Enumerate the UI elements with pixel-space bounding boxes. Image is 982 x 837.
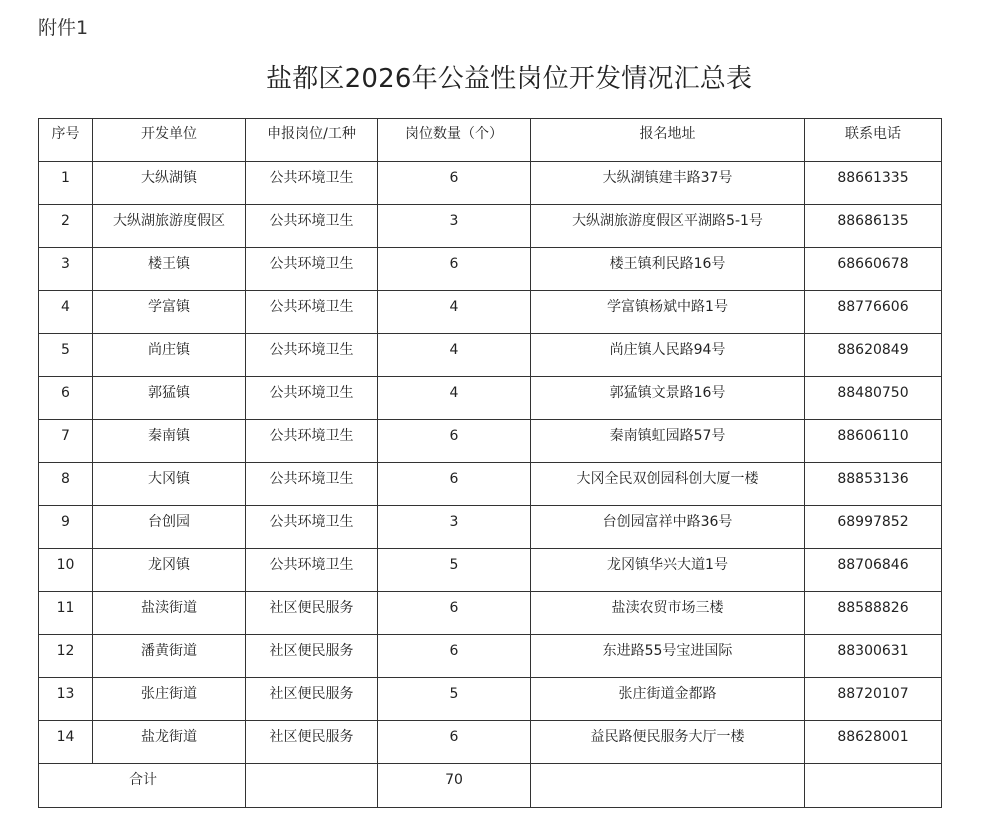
total-label: 合计: [39, 764, 246, 808]
row-index-cell: 3: [39, 248, 93, 291]
column-header-unit: 开发单位: [93, 119, 246, 162]
development-unit-cell: 大冈镇: [93, 463, 246, 506]
position-count-cell: 3: [378, 506, 531, 549]
registration-address-cell: 大纵湖镇建丰路37号: [531, 162, 805, 205]
position-count-cell: 3: [378, 205, 531, 248]
registration-address-cell: 尚庄镇人民路94号: [531, 334, 805, 377]
development-unit-cell: 龙冈镇: [93, 549, 246, 592]
development-unit-cell: 尚庄镇: [93, 334, 246, 377]
position-type-cell: 公共环境卫生: [246, 549, 378, 592]
development-unit-cell: 潘黄街道: [93, 635, 246, 678]
row-index-cell: 6: [39, 377, 93, 420]
contact-phone-cell: 68997852: [805, 506, 942, 549]
table-row: [39, 463, 942, 506]
position-type-cell: 社区便民服务: [246, 592, 378, 635]
registration-address-cell: 郭猛镇文景路16号: [531, 377, 805, 420]
development-unit-cell: 张庄街道: [93, 678, 246, 721]
position-count-cell: 6: [378, 721, 531, 764]
position-count-cell: 6: [378, 635, 531, 678]
registration-address-cell: 秦南镇虹园路57号: [531, 420, 805, 463]
registration-address-cell: 盐渎农贸市场三楼: [531, 592, 805, 635]
column-header-count: 岗位数量（个）: [378, 119, 531, 162]
total-position-cell: [246, 764, 378, 808]
contact-phone-cell: 88300631: [805, 635, 942, 678]
position-count-cell: 5: [378, 549, 531, 592]
table-row: [39, 162, 942, 205]
table-row: [39, 420, 942, 463]
row-index-cell: 10: [39, 549, 93, 592]
row-index-cell: 14: [39, 721, 93, 764]
position-type-cell: 公共环境卫生: [246, 162, 378, 205]
attachment-label: 附件1: [38, 17, 89, 39]
development-unit-cell: 大纵湖旅游度假区: [93, 205, 246, 248]
development-unit-cell: 楼王镇: [93, 248, 246, 291]
development-unit-cell: 郭猛镇: [93, 377, 246, 420]
position-type-cell: 公共环境卫生: [246, 205, 378, 248]
total-phone-cell: [805, 764, 942, 808]
total-address-cell: [531, 764, 805, 808]
table-header-row: [39, 119, 942, 162]
table-row: [39, 506, 942, 549]
contact-phone-cell: 68660678: [805, 248, 942, 291]
position-type-cell: 社区便民服务: [246, 721, 378, 764]
table-row: [39, 334, 942, 377]
registration-address-cell: 学富镇杨斌中路1号: [531, 291, 805, 334]
row-index-cell: 7: [39, 420, 93, 463]
position-type-cell: 公共环境卫生: [246, 334, 378, 377]
row-index-cell: 2: [39, 205, 93, 248]
row-index-cell: 11: [39, 592, 93, 635]
position-count-cell: 6: [378, 248, 531, 291]
row-index-cell: 8: [39, 463, 93, 506]
row-index-cell: 4: [39, 291, 93, 334]
contact-phone-cell: 88853136: [805, 463, 942, 506]
position-type-cell: 公共环境卫生: [246, 248, 378, 291]
position-type-cell: 公共环境卫生: [246, 506, 378, 549]
total-row: [39, 764, 942, 808]
table-row: [39, 592, 942, 635]
table-row: [39, 248, 942, 291]
development-unit-cell: 台创园: [93, 506, 246, 549]
table-row: [39, 635, 942, 678]
table-row: [39, 205, 942, 248]
total-count: 70: [378, 764, 531, 808]
position-count-cell: 6: [378, 463, 531, 506]
registration-address-cell: 张庄街道金都路: [531, 678, 805, 721]
position-count-cell: 6: [378, 162, 531, 205]
page-title: 盐都区2026年公益性岗位开发情况汇总表: [266, 64, 753, 94]
position-type-cell: 公共环境卫生: [246, 420, 378, 463]
position-type-cell: 社区便民服务: [246, 635, 378, 678]
position-type-cell: 公共环境卫生: [246, 377, 378, 420]
row-index-cell: 5: [39, 334, 93, 377]
contact-phone-cell: 88606110: [805, 420, 942, 463]
row-index-cell: 13: [39, 678, 93, 721]
registration-address-cell: 楼王镇利民路16号: [531, 248, 805, 291]
position-type-cell: 公共环境卫生: [246, 291, 378, 334]
position-type-cell: 社区便民服务: [246, 678, 378, 721]
development-unit-cell: 盐渎街道: [93, 592, 246, 635]
contact-phone-cell: 88706846: [805, 549, 942, 592]
contact-phone-cell: 88661335: [805, 162, 942, 205]
position-count-cell: 6: [378, 592, 531, 635]
position-count-cell: 6: [378, 420, 531, 463]
position-count-cell: 5: [378, 678, 531, 721]
contact-phone-cell: 88720107: [805, 678, 942, 721]
contact-phone-cell: 88628001: [805, 721, 942, 764]
table-row: [39, 678, 942, 721]
table-body: [39, 162, 942, 764]
registration-address-cell: 益民路便民服务大厅一楼: [531, 721, 805, 764]
registration-address-cell: 大冈全民双创园科创大厦一楼: [531, 463, 805, 506]
contact-phone-cell: 88480750: [805, 377, 942, 420]
column-header-position: 申报岗位/工种: [246, 119, 378, 162]
position-type-cell: 公共环境卫生: [246, 463, 378, 506]
development-unit-cell: 秦南镇: [93, 420, 246, 463]
registration-address-cell: 龙冈镇华兴大道1号: [531, 549, 805, 592]
column-header-phone: 联系电话: [805, 119, 942, 162]
summary-table: [38, 118, 942, 808]
row-index-cell: 1: [39, 162, 93, 205]
table-row: [39, 549, 942, 592]
position-count-cell: 4: [378, 377, 531, 420]
registration-address-cell: 东进路55号宝进国际: [531, 635, 805, 678]
table-row: [39, 721, 942, 764]
registration-address-cell: 大纵湖旅游度假区平湖路5-1号: [531, 205, 805, 248]
row-index-cell: 12: [39, 635, 93, 678]
contact-phone-cell: 88588826: [805, 592, 942, 635]
contact-phone-cell: 88686135: [805, 205, 942, 248]
development-unit-cell: 大纵湖镇: [93, 162, 246, 205]
table-row: [39, 377, 942, 420]
column-header-address: 报名地址: [531, 119, 805, 162]
contact-phone-cell: 88620849: [805, 334, 942, 377]
column-header-index: 序号: [39, 119, 93, 162]
table-row: [39, 291, 942, 334]
contact-phone-cell: 88776606: [805, 291, 942, 334]
development-unit-cell: 盐龙街道: [93, 721, 246, 764]
row-index-cell: 9: [39, 506, 93, 549]
position-count-cell: 4: [378, 334, 531, 377]
development-unit-cell: 学富镇: [93, 291, 246, 334]
registration-address-cell: 台创园富祥中路36号: [531, 506, 805, 549]
position-count-cell: 4: [378, 291, 531, 334]
